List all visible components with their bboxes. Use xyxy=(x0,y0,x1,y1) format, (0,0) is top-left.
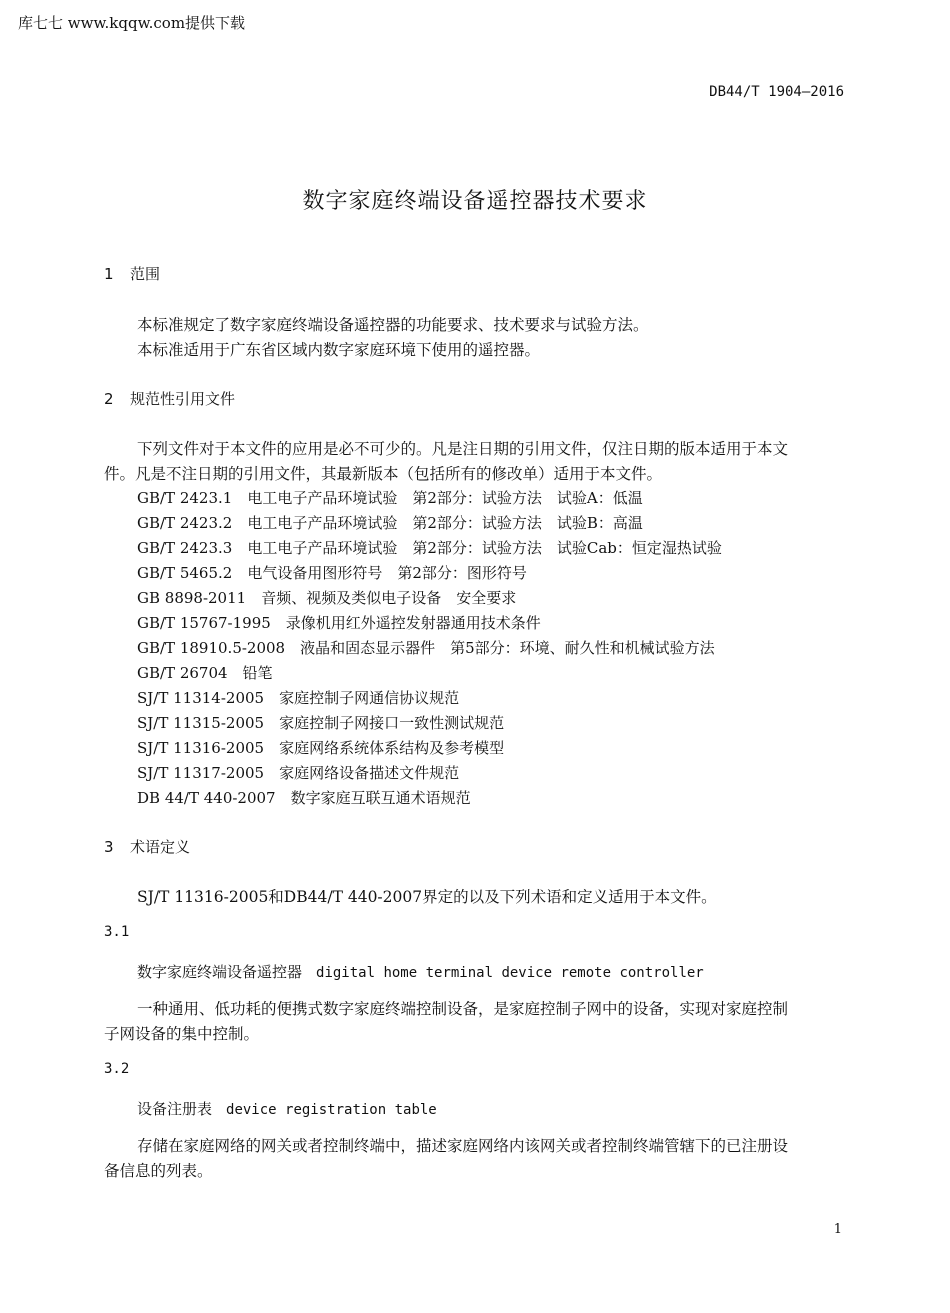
term-definition: 子网设备的集中控制。 xyxy=(104,1025,260,1043)
reference-item: GB/T 15767-1995 录像机用红外遥控发射器通用技术条件 xyxy=(137,614,541,632)
reference-item: SJ/T 11316-2005 家庭网络系统体系结构及参考模型 xyxy=(137,739,505,757)
watermark-text: 库七七 www.kqqw.com提供下载 xyxy=(18,14,246,32)
term-definition: 备信息的列表。 xyxy=(104,1162,213,1180)
section-title: 术语定义 xyxy=(130,838,191,856)
term-number: 3.1 xyxy=(104,924,130,940)
term-definition: 存储在家庭网络的网关或者控制终端中，描述家庭网络内该网关或者控制终端管辖下的已注册设 xyxy=(137,1137,789,1155)
paragraph: SJ/T 11316-2005和DB44/T 440-2007界定的以及下列术语和定义适用于本文件。 xyxy=(137,888,717,906)
term-en: device registration table xyxy=(226,1102,437,1118)
reference-item: GB 8898-2011 音频、视频及类似电子设备 安全要求 xyxy=(137,589,517,607)
reference-item: SJ/T 11317-2005 家庭网络设备描述文件规范 xyxy=(137,764,460,782)
term-heading xyxy=(137,961,704,982)
term-definition: 一种通用、低功耗的便携式数字家庭终端控制设备，是家庭控制子网中的设备，实现对家庭控制 xyxy=(137,1000,789,1018)
reference-item: GB/T 2423.3 电工电子产品环境试验 第2部分：试验方法 试验Cab：恒定湿热试验 xyxy=(137,539,722,557)
reference-item: GB/T 18910.5-2008 液晶和固态显示器件 第5部分：环境、耐久性和机械试验方法 xyxy=(137,639,715,657)
reference-item: SJ/T 11315-2005 家庭控制子网接口一致性测试规范 xyxy=(137,714,505,732)
term-heading xyxy=(137,1098,437,1119)
paragraph: 件。凡是不注日期的引用文件，其最新版本（包括所有的修改单）适用于本文件。 xyxy=(104,465,663,483)
reference-item: GB/T 2423.2 电工电子产品环境试验 第2部分：试验方法 试验B：高温 xyxy=(137,514,643,532)
page-number: 1 xyxy=(833,1222,842,1237)
standard-code: DB44/T 1904—2016 xyxy=(709,84,844,100)
reference-item: SJ/T 11314-2005 家庭控制子网通信协议规范 xyxy=(137,689,460,707)
reference-item: DB 44/T 440-2007 数字家庭互联互通术语规范 xyxy=(137,789,471,807)
section-number: 3 xyxy=(104,838,114,856)
paragraph: 下列文件对于本文件的应用是必不可少的。凡是注日期的引用文件，仅注日期的版本适用于本文 xyxy=(137,440,789,458)
reference-item: GB/T 5465.2 电气设备用图形符号 第2部分：图形符号 xyxy=(137,564,527,582)
section-title: 范围 xyxy=(130,265,161,283)
term-number: 3.2 xyxy=(104,1061,130,1077)
reference-item: GB/T 26704 铅笔 xyxy=(137,664,273,682)
section-3-heading xyxy=(104,836,190,857)
term-zh: 数字家庭终端设备遥控器 xyxy=(137,963,303,981)
term-en: digital home terminal device remote controller xyxy=(316,965,704,981)
section-number: 1 xyxy=(104,265,114,283)
section-title: 规范性引用文件 xyxy=(130,390,236,408)
term-zh: 设备注册表 xyxy=(137,1100,213,1118)
section-1-heading xyxy=(104,263,160,284)
page-title: 数字家庭终端设备遥控器技术要求 xyxy=(302,189,648,214)
section-2-heading xyxy=(104,388,235,409)
paragraph: 本标准适用于广东省区域内数字家庭环境下使用的遥控器。 xyxy=(137,341,541,359)
section-number: 2 xyxy=(104,390,114,408)
paragraph: 本标准规定了数字家庭终端设备遥控器的功能要求、技术要求与试验方法。 xyxy=(137,316,649,334)
reference-item: GB/T 2423.1 电工电子产品环境试验 第2部分：试验方法 试验A：低温 xyxy=(137,489,643,507)
